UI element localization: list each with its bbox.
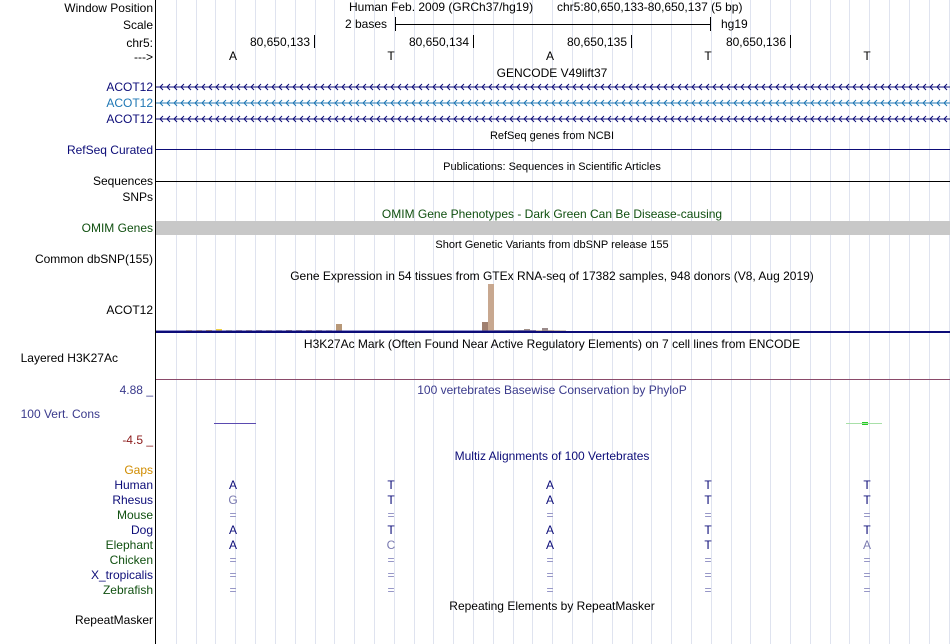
gtex-bar [536, 330, 542, 331]
species-label[interactable]: X_tropicalis [90, 568, 153, 582]
gencode-gene-arrows[interactable] [156, 98, 950, 108]
repeatmasker-label[interactable]: RepeatMasker [74, 613, 153, 627]
scale-db: hg19 [721, 17, 748, 31]
publications-title: Publications: Sequences in Scientific Articles [443, 161, 661, 173]
refseq-label[interactable]: RefSeq Curated [66, 143, 153, 157]
ruler-tick [314, 35, 315, 48]
gtex-bar [554, 330, 560, 331]
reference-base: A [228, 49, 238, 63]
phylop-signal-right-line [846, 423, 882, 424]
alignment-base: = [387, 568, 395, 582]
ruler-tick [473, 35, 474, 48]
alignment-base: G [228, 493, 238, 507]
position-text: chr5:80,650,133-80,650,137 (5 bp) [557, 0, 743, 14]
multiz-title: Multiz Alignments of 100 Vertebrates [454, 449, 650, 463]
alignment-base: = [387, 508, 395, 522]
reference-base: A [545, 49, 555, 63]
gtex-bar [488, 284, 494, 331]
h3k27ac-label[interactable]: Layered H3K27Ac [20, 351, 118, 365]
strand-label: ---> [134, 50, 153, 64]
alignment-base: T [704, 478, 712, 492]
alignment-base: = [229, 568, 237, 582]
gtex-svg [156, 284, 950, 334]
alignment-base: C [386, 538, 396, 552]
gencode-gene-arrows[interactable] [156, 114, 950, 124]
alignment-base: A [862, 538, 872, 552]
dbsnp-title: Short Genetic Variants from dbSNP release 155 [435, 239, 669, 251]
species-label[interactable]: Zebrafish [102, 583, 153, 597]
alignment-base: = [229, 508, 237, 522]
alignment-base: T [863, 493, 871, 507]
refseq-line [156, 149, 950, 150]
omim-bar[interactable] [156, 221, 950, 235]
repeatmasker-title: Repeating Elements by RepeatMasker [449, 599, 655, 613]
species-label[interactable]: Mouse [116, 508, 153, 522]
gtex-bar [560, 330, 566, 331]
reference-base: T [863, 49, 871, 63]
alignment-base: = [863, 508, 871, 522]
ruler-coordinate: 80,650,135 [566, 35, 627, 49]
alignment-base: A [545, 538, 555, 552]
ruler-coordinate: 80,650,134 [408, 35, 469, 49]
phylop-max: 4.88 _ [119, 383, 153, 397]
refseq-title: RefSeq genes from NCBI [489, 130, 615, 142]
phylop-label[interactable]: 100 Vert. Cons [20, 407, 100, 421]
alignment-base: T [704, 538, 712, 552]
snps-label[interactable]: SNPs [122, 190, 153, 204]
gtex-label[interactable]: ACOT12 [106, 303, 153, 317]
reference-base: T [704, 49, 712, 63]
alignment-base: T [863, 478, 871, 492]
publications-label[interactable]: Sequences [92, 174, 153, 188]
alignment-base: = [863, 553, 871, 567]
alignment-base: T [387, 523, 395, 537]
species-label[interactable]: Human [114, 478, 153, 492]
ruler-coordinate: 80,650,133 [249, 35, 310, 49]
alignment-base: = [387, 553, 395, 567]
h3k27ac-title: H3K27Ac Mark (Often Found Near Active Regulatory Elements) on 7 cell lines from ENCODE [303, 337, 801, 351]
alignment-base: A [545, 523, 555, 537]
gencode-gene-label[interactable]: ACOT12 [106, 112, 153, 126]
ruler-coordinate: 80,650,136 [725, 35, 786, 49]
alignment-base: = [704, 508, 712, 522]
phylop-signal-left [214, 423, 256, 424]
window-position-label: Window Position [64, 1, 153, 15]
alignment-base: = [229, 553, 237, 567]
scale-label: Scale [122, 18, 153, 32]
alignment-base: T [863, 523, 871, 537]
omim-label[interactable]: OMIM Genes [81, 221, 153, 235]
alignment-base: = [704, 568, 712, 582]
gtex-bar [542, 328, 548, 331]
gtex-bar [336, 324, 342, 331]
alignment-base: A [545, 493, 555, 507]
alignment-base: = [546, 508, 554, 522]
species-label[interactable]: Chicken [109, 553, 153, 567]
alignment-base: = [387, 583, 395, 597]
assembly-text: Human Feb. 2009 (GRCh37/hg19) [349, 0, 534, 14]
gencode-gene-arrows[interactable] [156, 82, 950, 92]
alignment-base: T [704, 493, 712, 507]
ruler-tick [631, 35, 632, 48]
scale-bar [395, 17, 711, 31]
species-label[interactable]: Elephant [105, 538, 153, 552]
alignment-base: = [863, 568, 871, 582]
alignment-base: = [546, 568, 554, 582]
alignment-base: = [863, 583, 871, 597]
alignment-base: = [704, 553, 712, 567]
alignment-base: A [228, 538, 238, 552]
alignment-base: = [704, 583, 712, 597]
phylop-min: -4.5 _ [122, 433, 153, 447]
h3k27ac-line [156, 379, 950, 380]
dbsnp-label[interactable]: Common dbSNP(155) [34, 252, 153, 266]
alignment-base: T [704, 523, 712, 537]
scale-text: 2 bases [345, 17, 388, 31]
chr-label: chr5: [126, 36, 153, 50]
alignment-base: T [387, 478, 395, 492]
phylop-title: 100 vertebrates Basewise Conservation by PhyloP [417, 383, 687, 397]
gaps-label[interactable]: Gaps [124, 463, 153, 477]
gtex-title: Gene Expression in 54 tissues from GTEx RNA-seq of 17382 samples, 948 donors (V8, Aug 2019) [290, 269, 814, 283]
gtex-bar [548, 330, 554, 331]
alignment-base: = [546, 583, 554, 597]
reference-base: T [387, 49, 395, 63]
species-label[interactable]: Dog [130, 523, 153, 537]
alignment-base: T [387, 493, 395, 507]
gencode-title: GENCODE V49lift37 [496, 66, 608, 80]
species-label[interactable]: Rhesus [112, 493, 153, 507]
alignment-base: A [228, 478, 238, 492]
gencode-gene-label[interactable]: ACOT12 [106, 80, 153, 94]
ruler-tick [790, 35, 791, 48]
alignment-base: A [545, 478, 555, 492]
publications-line [156, 181, 950, 182]
gencode-gene-label[interactable]: ACOT12 [106, 96, 153, 110]
gtex-bar [482, 322, 488, 331]
alignment-base: = [229, 583, 237, 597]
omim-title: OMIM Gene Phenotypes - Dark Green Can Be Disease-causing [381, 207, 723, 221]
alignment-base: = [546, 553, 554, 567]
alignment-base: A [228, 523, 238, 537]
gtex-bar-chart[interactable] [156, 284, 950, 334]
